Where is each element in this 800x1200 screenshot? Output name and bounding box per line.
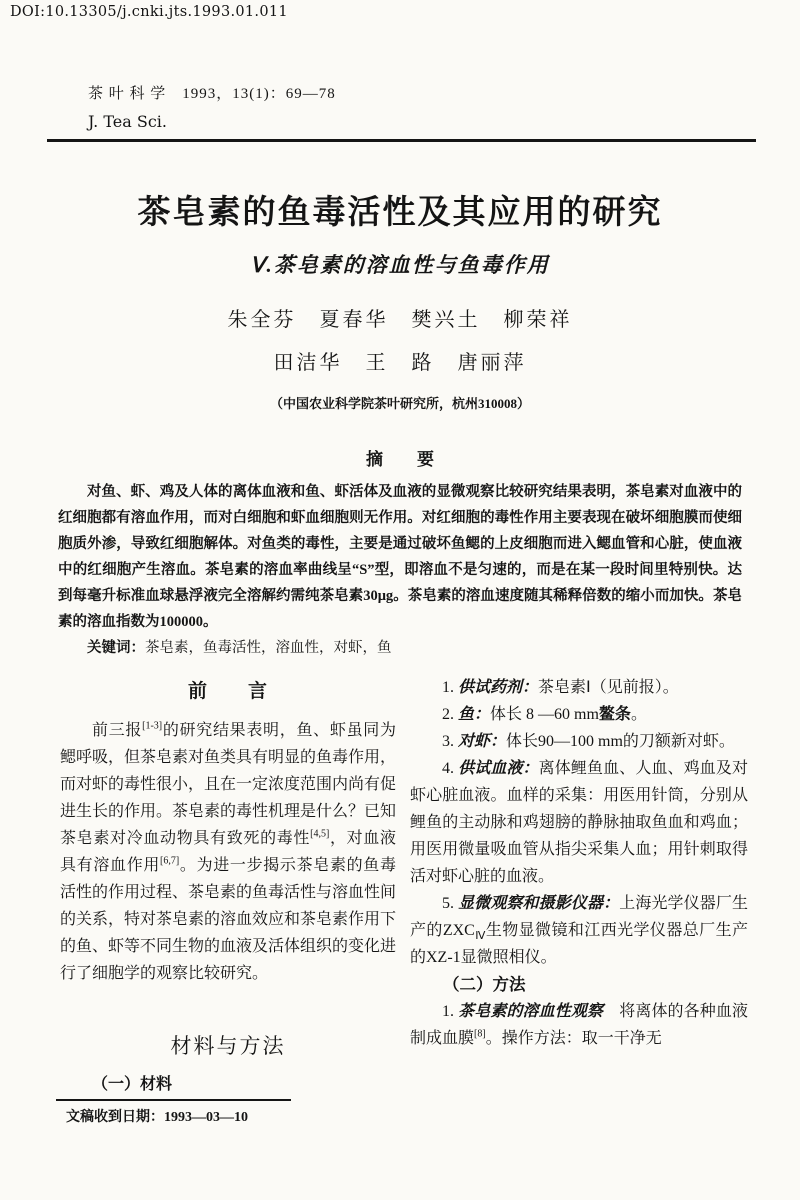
keywords-text: 茶皂素，鱼毒活性，溶血性，对虾，鱼 xyxy=(145,640,392,656)
citation-ref-4-5: [4,5] xyxy=(310,828,330,840)
journal-citation-cn: 茶 叶 科 学 1993，13(1)：69—78 xyxy=(88,86,336,102)
item-tail: 。 xyxy=(630,706,647,723)
citation-ref-1-3: [1-3] xyxy=(142,720,163,732)
item-text: 上海光学仪器厂生产的ZXC xyxy=(410,895,748,939)
manuscript-received-date: 文稿收到日期：1993—03—10 xyxy=(66,1110,248,1125)
item-label: 供试药剂： xyxy=(458,679,539,696)
methods-subheading: （二）方法 xyxy=(443,975,526,994)
item-label: 鱼： xyxy=(458,706,491,723)
item-number: 1. xyxy=(442,1003,459,1020)
item-number: 1. xyxy=(442,679,458,696)
intro-seg-1: 前三报 xyxy=(92,722,143,739)
keywords-label: 关键词： xyxy=(87,640,145,656)
intro-seg-2: 的研究结果表明，鱼、虾虽同为鳃呼吸，但茶皂素对鱼类具有明显的鱼毒作用，而对虾的毒性很小，且在一定浓度范围内尚有促进生长的作用。茶皂素的毒性机理是什么？已知茶皂素对冷血动物具有致死的毒性 xyxy=(60,722,397,847)
item-number: 3. xyxy=(442,733,458,750)
method-text: 将离体的各种血液制成血膜 xyxy=(410,1003,748,1047)
method-text-2: 。操作方法：取一干净无 xyxy=(485,1030,662,1047)
keywords-line xyxy=(58,636,742,657)
item-label: 对虾： xyxy=(458,733,507,750)
citation-ref-6-7: [6,7] xyxy=(160,855,180,867)
roman-numeral-subscript: Ⅳ xyxy=(474,930,486,943)
authors-line-2: 田洁华 王 路 唐丽萍 xyxy=(273,352,527,374)
item-text-2: 生物显微镜和江西光学仪器总厂生产的XZ-1显微照相仪。 xyxy=(410,922,748,966)
abstract-heading: 摘 要 xyxy=(366,450,434,469)
list-item-instruments xyxy=(410,890,748,971)
item-text: 茶皂素Ⅰ（见前报）。 xyxy=(538,679,679,696)
item-number: 5. xyxy=(442,895,459,912)
list-item-shrimp xyxy=(410,728,748,755)
doi-text: DOI:10.13305/j.cnki.jts.1993.01.011 xyxy=(10,4,288,20)
method-label: 茶皂素的溶血性观察 xyxy=(458,1003,604,1020)
item-number: 2. xyxy=(442,706,458,723)
item-label: 供试血液： xyxy=(458,760,539,777)
footnote-rule xyxy=(56,1099,291,1101)
materials-subheading: （一）材料 xyxy=(92,1076,173,1093)
intro-paragraph xyxy=(60,717,396,987)
intro-heading: 前 言 xyxy=(187,681,268,702)
intro-seg-4: 。为进一步揭示茶皂素的鱼毒活性的作用过程、茶皂素的鱼毒活性与溶血性间的关系，特对茶皂素的溶血效应和茶皂素作用下的鱼、虾等不同生物的血液及活体组织的变化进行了细胞学的观察比较研究。 xyxy=(60,857,397,982)
right-column xyxy=(410,674,748,1052)
citation-ref-8: [8] xyxy=(474,1028,486,1040)
abstract-text: 对鱼、虾、鸡及人体的离体血液和鱼、虾活体及血液的显微观察比较研究结果表明，茶皂素对血液中的红细胞都有溶血作用，而对白细胞和虾血细胞则无作用。对红细胞的毒性作用主要表现在破坏细胞膜而使细胞质外渗，导致红细胞解体。对鱼类的毒性，主要是通过破坏鱼鳃的上皮细胞而进入鳃血管和心脏，使血液中的红细胞产生溶血。茶皂素的溶血率曲线呈“S”型，即溶血不是匀速的，而是在某一段时间里特别快。达到每毫升标准血球悬浮液完全溶解约需纯茶皂素30μg。茶皂素的溶血速度随其稀释倍数的缩小而加快。茶皂素的溶血指数为100000。 xyxy=(58,484,742,630)
item-label: 显微观察和摄影仪器： xyxy=(458,895,620,912)
list-item-fish xyxy=(410,701,748,728)
paper-title: 茶皂素的鱼毒活性及其应用的研究 xyxy=(137,195,663,231)
materials-methods-heading: 材料与方法 xyxy=(170,1034,286,1058)
journal-citation-en: J. Tea Sci. xyxy=(88,112,167,131)
authors-line-1: 朱全芬 夏春华 樊兴土 柳荣祥 xyxy=(227,309,573,331)
paper-subtitle: Ⅴ.茶皂素的溶血性与鱼毒作用 xyxy=(250,253,550,277)
item-bold-text: 鳌条 xyxy=(598,706,631,723)
item-text: 离体鲤鱼血、人血、鸡血及对虾心脏血液。血样的采集：用医用针筒，分别从鲤鱼的主动脉和鸡翅膀的静脉抽取鱼血和鸡血；用医用微量吸血管从指尖采集人血；用针刺取得活对虾心脏的血液。 xyxy=(410,760,748,885)
left-column xyxy=(60,676,396,987)
list-item-reagent xyxy=(410,674,748,701)
item-text: 体长 8 —60 mm xyxy=(490,706,599,723)
header-rule xyxy=(47,139,756,142)
item-text: 体长90—100 mm的刀额新对虾。 xyxy=(506,733,735,750)
intro-seg-3: ，对血液具有溶血作用 xyxy=(60,830,396,874)
affiliation: （中国农业科学院茶叶研究所，杭州310008） xyxy=(269,396,530,411)
method-item-hemolysis xyxy=(410,998,748,1052)
item-number: 4. xyxy=(442,760,459,777)
list-item-blood xyxy=(410,755,748,890)
